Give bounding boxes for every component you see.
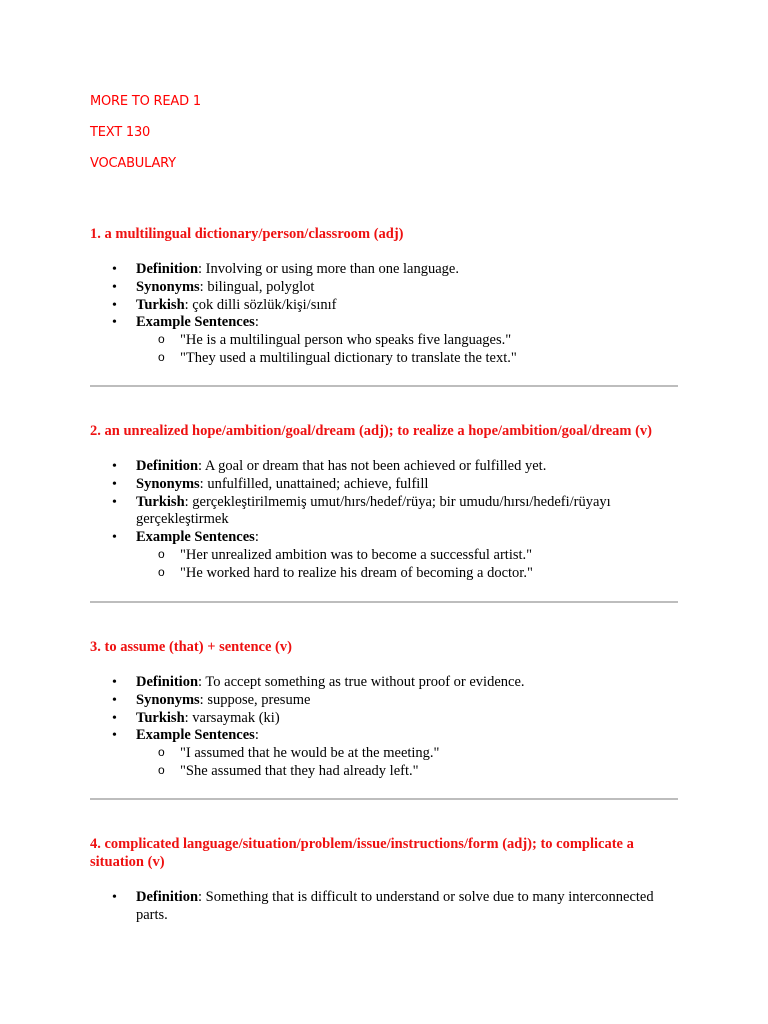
horizontal-rule xyxy=(90,601,678,603)
examples-list xyxy=(136,745,678,781)
example-sentence: o "He is a multilingual person who speaks five languages." xyxy=(136,332,678,350)
turkish-item xyxy=(90,710,678,728)
section-3-list xyxy=(90,674,678,781)
section-1-title: 1. a multilingual dictionary/person/classroom (adj) xyxy=(90,226,404,242)
definition-label: Definition xyxy=(136,674,199,690)
horizontal-rule xyxy=(90,798,678,800)
horizontal-rule xyxy=(90,385,678,387)
definition-item xyxy=(90,674,678,692)
turkish-text: : gerçekleştirilmemiş umut/hırs/hedef/rüya; bir umudu/hırsı/hedefi/rüyayı gerçekleştirmek xyxy=(136,493,611,528)
examples-label: Example Sentences xyxy=(136,314,255,331)
examples-item xyxy=(90,529,678,582)
section-4-list xyxy=(90,889,678,925)
turkish-text: : çok dilli sözlük/kişi/sınıf xyxy=(184,296,337,313)
definition-item xyxy=(90,889,678,925)
turkish-label: Turkish xyxy=(136,709,185,726)
synonyms-label: Synonyms xyxy=(136,691,200,708)
synonyms-item xyxy=(90,279,678,297)
section-2-list xyxy=(90,458,678,583)
section-1-list xyxy=(90,261,678,368)
example-sentence: o "I assumed that he would be at the meeting." xyxy=(136,745,678,763)
examples-colon: : xyxy=(254,727,259,744)
synonyms-text: : bilingual, polyglot xyxy=(199,278,315,295)
turkish-label: Turkish xyxy=(136,493,185,510)
example-sentence: o "Her unrealized ambition was to become a successful artist." xyxy=(136,547,678,565)
turkish-text: : varsaymak (ki) xyxy=(184,709,280,726)
synonyms-label: Synonyms xyxy=(136,278,200,295)
turkish-item xyxy=(90,494,678,530)
header-vocabulary: VOCABULARY xyxy=(90,156,176,171)
section-3-title: 3. to assume (that) + sentence (v) xyxy=(90,639,292,655)
examples-label: Example Sentences xyxy=(136,529,255,546)
section-4-title: 4. complicated language/situation/problem/issue/instructions/form (adj); to complicate a situation (v) xyxy=(90,836,634,870)
examples-item xyxy=(90,314,678,367)
turkish-item xyxy=(90,297,678,315)
synonyms-text: : suppose, presume xyxy=(199,691,311,708)
definition-item xyxy=(90,261,678,279)
examples-label: Example Sentences xyxy=(136,727,255,744)
definition-label: Definition xyxy=(136,889,199,905)
header-text-number: TEXT 130 xyxy=(90,125,151,140)
synonyms-item xyxy=(90,692,678,710)
synonyms-label: Synonyms xyxy=(136,475,200,492)
definition-text: : A goal or dream that has not been achieved or fulfilled yet. xyxy=(198,458,547,474)
definition-item xyxy=(90,458,678,476)
example-sentence: o "They used a multilingual dictionary to translate the text." xyxy=(136,350,678,368)
synonyms-text: : unfulfilled, unattained; achieve, fulfill xyxy=(199,475,429,492)
definition-label: Definition xyxy=(136,458,199,474)
examples-colon: : xyxy=(254,314,259,331)
examples-list xyxy=(136,332,678,368)
definition-label: Definition xyxy=(136,261,199,277)
example-sentence: o "He worked hard to realize his dream of becoming a doctor." xyxy=(136,565,678,583)
turkish-label: Turkish xyxy=(136,296,185,313)
section-2-title: 2. an unrealized hope/ambition/goal/dream (adj); to realize a hope/ambition/goal/dream (v) xyxy=(90,423,652,439)
examples-list xyxy=(136,547,678,583)
definition-text: : Something that is difficult to understand or solve due to many interconnected parts. xyxy=(136,889,654,923)
definition-text: : Involving or using more than one language. xyxy=(198,261,459,277)
definition-text: : To accept something as true without proof or evidence. xyxy=(198,674,525,690)
example-sentence: o "She assumed that they had already left." xyxy=(136,763,678,781)
synonyms-item xyxy=(90,476,678,494)
examples-item xyxy=(90,727,678,780)
header-more-to-read: MORE TO READ 1 xyxy=(90,94,201,109)
examples-colon: : xyxy=(254,529,259,546)
